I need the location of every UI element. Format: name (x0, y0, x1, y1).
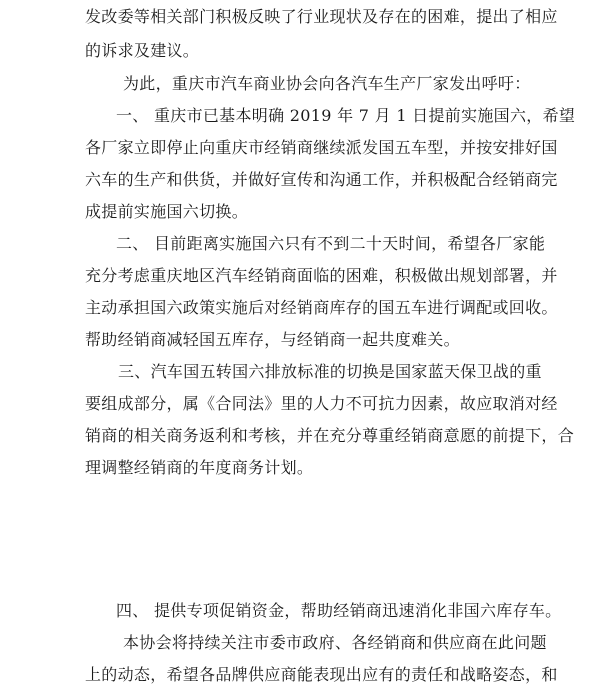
text-line: 帮助经销商减轻国五库存，与经销商一起共度难关。 (85, 330, 460, 349)
text-line: 四、 提供专项促销资金，帮助经销商迅速消化非国六库存车。 (116, 601, 562, 620)
text-line: 销商的相关商务返利和考核，并在充分尊重经销商意愿的前提下，合 (85, 426, 575, 445)
text-line: 上的动态，希望各品牌供应商能表现出应有的责任和战略姿态，和 (85, 665, 558, 684)
text-line: 为此，重庆市汽车商业协会向各汽车生产厂家发出呼吁： (123, 74, 531, 93)
text-line: 三、汽车国五转国六排放标准的切换是国家蓝天保卫战的重 (118, 362, 542, 381)
text-line: 要组成部分，属《合同法》里的人力不可抗力因素，故应取消对经 (85, 394, 558, 413)
text-line: 本协会将持续关注市委市政府、各经销商和供应商在此问题 (123, 633, 547, 652)
text-line: 主动承担国六政策实施后对经销商库存的国五车进行调配或回收。 (85, 298, 558, 317)
text-line: 发改委等相关部门积极反映了行业现状及存在的困难，提出了相应 (85, 7, 558, 26)
text-line: 成提前实施国六切换。 (85, 202, 249, 221)
text-line: 各厂家立即停止向重庆市经销商继续派发国五车型，并按安排好国 (85, 138, 558, 157)
text-line: 一、 重庆市已基本明确 2019 年 7 月 1 日提前实施国六，希望 (116, 106, 576, 125)
text-line: 充分考虑重庆地区汽车经销商面临的困难，积极做出规划部署，并 (85, 266, 558, 285)
text-line: 二、 目前距离实施国六只有不到二十天时间，希望各厂家能 (116, 234, 546, 253)
text-line: 理调整经销商的年度商务计划。 (85, 458, 314, 477)
text-line: 的诉求及建议。 (85, 41, 200, 60)
text-line: 六车的生产和供货，并做好宣传和沟通工作，并积极配合经销商完 (85, 170, 558, 189)
